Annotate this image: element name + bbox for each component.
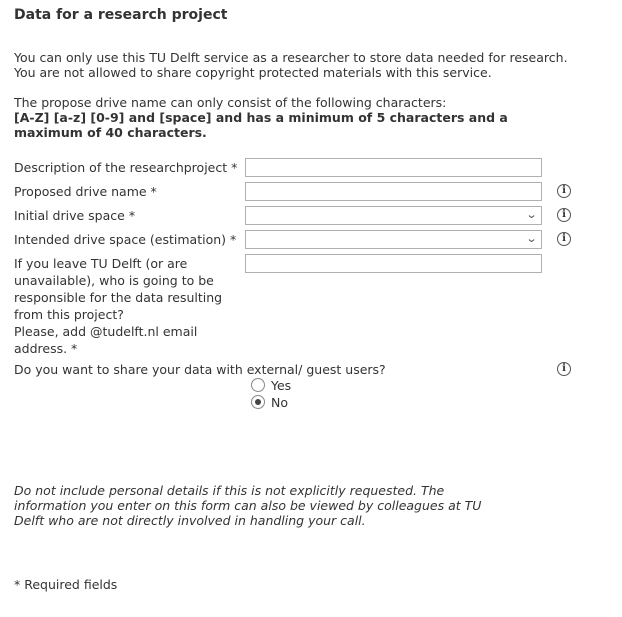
drive-name-rules <box>14 95 574 140</box>
rules-line: maximum of 40 characters. <box>14 125 207 140</box>
description-input[interactable] <box>245 158 542 177</box>
share-option-no[interactable] <box>251 394 291 411</box>
info-icon[interactable]: i <box>557 362 571 376</box>
info-icon[interactable]: i <box>557 184 571 198</box>
required-fields-note: * Required fields <box>14 577 118 592</box>
chevron-down-icon: ⌄ <box>525 232 538 245</box>
responsible-label: If you leave TU Delft (or are unavailable), who is going to be responsible for the data resulting from this project? Please, add @tudelft.nl email address. * <box>14 256 223 356</box>
radio-button[interactable] <box>251 395 265 409</box>
intended-space-select[interactable] <box>245 230 542 249</box>
radio-label: No <box>271 395 288 410</box>
intended-space-label: Intended drive space (estimation) * <box>14 232 237 247</box>
chevron-down-icon: ⌄ <box>525 208 538 221</box>
rules-line: The propose drive name can only consist of the following characters: <box>14 95 447 110</box>
drive-name-label: Proposed drive name * <box>14 184 157 199</box>
drive-name-input[interactable] <box>245 182 542 201</box>
share-question-label: Do you want to share your data with external/ guest users? <box>14 362 386 377</box>
intro-line: You are not allowed to share copyright protected materials with this service. <box>14 65 492 80</box>
share-option-yes[interactable] <box>251 377 291 394</box>
radio-label: Yes <box>271 378 292 393</box>
rules-line: [A-Z] [a-z] [0-9] and [space] and has a minimum of 5 characters and a <box>14 110 508 125</box>
share-radio-group <box>251 377 291 411</box>
intro-text <box>14 50 574 80</box>
privacy-disclaimer: Do not include personal details if this is not explicitly requested. The information you enter on this form can also be viewed by colleagues at TU Delft who are not directly involved in handling your call. <box>14 483 482 528</box>
info-icon[interactable]: i <box>557 208 571 222</box>
description-label: Description of the researchproject * <box>14 160 238 175</box>
radio-button[interactable] <box>251 378 265 392</box>
intro-line: You can only use this TU Delft service as a researcher to store data needed for research. <box>14 50 568 65</box>
responsible-email-input[interactable] <box>245 254 542 273</box>
info-icon[interactable]: i <box>557 232 571 246</box>
initial-space-label: Initial drive space * <box>14 208 136 223</box>
initial-space-select[interactable] <box>245 206 542 225</box>
form-title: Data for a research project <box>14 7 228 23</box>
